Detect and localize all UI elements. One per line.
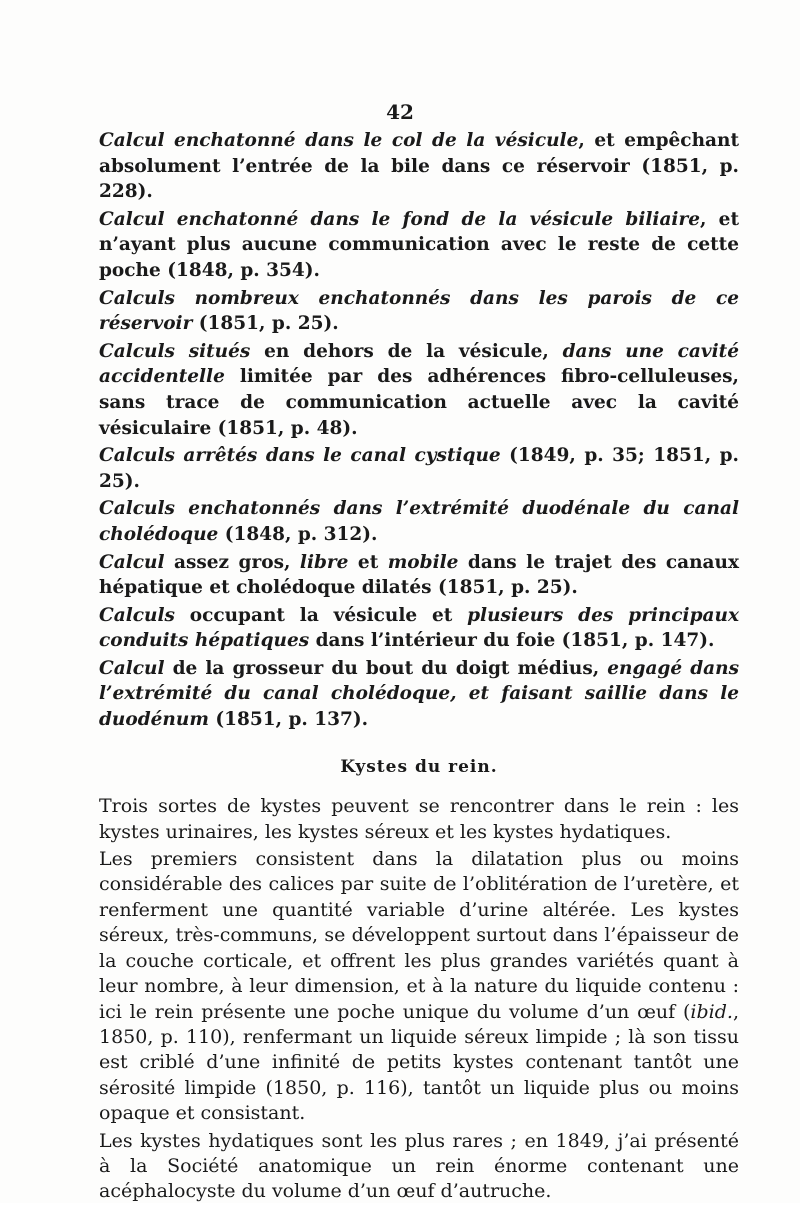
list-item <box>99 603 739 654</box>
citation-ibid: ibid. <box>690 1000 733 1023</box>
entry-text: occupant la vésicule et <box>174 604 468 626</box>
entry-title: Calculs enchatonnés dans l’extrémité duodénale du canal cholédoque <box>99 498 739 545</box>
list-item <box>99 128 739 205</box>
entry-title: Calculs nombreux enchatonnés dans les parois de ce réservoir <box>99 287 739 335</box>
paragraph: Trois sortes de kystes peuvent se rencontrer dans le rein : les kystes urinaires, les kystes séreux et les kystes hydatiques. <box>99 795 739 843</box>
entry-text: de la grosseur du bout du doigt médius, <box>164 657 608 679</box>
paragraph: Les kystes hydatiques sont les plus rares ; en 1849, j’ai présenté à la Société anatomique un rein énorme contenant une acéphalocyste du volume d’un œuf d’autruche. <box>99 1129 739 1203</box>
entry-text: (1848, p. 312). <box>218 523 378 545</box>
entry-italic: libre <box>299 551 349 573</box>
entry-italic: mobile <box>387 551 459 573</box>
entry-text: assez gros, <box>164 551 300 573</box>
entry-text: limitée par des adhérences fibro-celluleuses, sans trace de communication actuelle avec la cavité vésiculaire (1851, p. 48). <box>99 366 739 439</box>
entry-text: (1849, p. 35; 1851, p. 25). <box>99 445 739 492</box>
paragraph <box>99 847 739 1126</box>
list-item <box>99 656 739 733</box>
list-item <box>99 443 739 494</box>
entry-title: Calcul <box>99 657 165 679</box>
body-text <box>99 128 739 1207</box>
entry-title: Calcul enchatonné dans le fond de la vésicule biliaire <box>99 208 700 230</box>
paragraph-text: , 1850, p. 110), renfermant un liquide séreux limpide ; là son tissu est criblé d’une infinité de petits kystes contenant tantôt une sérosité limpide (1850, p. 116), tantôt un liquide plus ou moins opaque et consistant. <box>99 1000 739 1125</box>
entry-text: (1851, p. 25). <box>192 313 339 335</box>
list-item <box>99 339 739 441</box>
entry-title: Calculs situés <box>99 340 251 362</box>
entry-italic: engagé dans l’extrémité du canal cholédoque, et faisant saillie dans le duodénum <box>99 657 740 731</box>
list-item <box>99 286 739 337</box>
entry-text: dans l’intérieur du foie (1851, p. 147). <box>309 630 715 652</box>
entry-text: et <box>348 551 388 573</box>
section-title: Kystes du rein. <box>340 756 498 777</box>
entry-title: Calcul enchatonné dans le col de la vésicule <box>99 130 579 151</box>
list-item <box>99 550 739 601</box>
entry-text: , et n’ayant plus aucune communication avec le reste de cette poche (1848, p. 354). <box>99 208 739 281</box>
entry-text: en dehors de la vésicule, <box>250 340 563 362</box>
entry-italic: plusieurs des principaux conduits hépatiques <box>99 604 739 652</box>
entry-italic: dans une cavité accidentelle <box>99 340 739 388</box>
entry-title: Calculs <box>99 604 175 626</box>
entry-text: , et empêchant absolument l’entrée de la bile dans ce réservoir (1851, p. 228). <box>99 130 739 203</box>
page-number: 42 <box>386 100 414 124</box>
entry-title: Calculs arrêtés dans le canal cystique <box>99 445 501 467</box>
entry-text: dans le trajet des canaux hépatique et cholédoque dilatés (1851, p. 25). <box>99 551 740 599</box>
paragraph-text: Les premiers consistent dans la dilatation plus ou moins considérable des calices par suite de l’oblitération de l’uretère, et renferment une quantité variable d’urine altérée. Les kystes séreux, très-communs, se développent surtout dans l’épaisseur de la couche corticale, et offrent les plus grandes variétés quant à leur nombre, à leur dimension, et à la nature du liquide contenu : ici le rein présente une poche unique du volume d’un œuf ( <box>99 848 739 1023</box>
entry-text: (1851, p. 137). <box>208 709 369 731</box>
list-item <box>99 207 739 284</box>
list-item <box>99 496 739 547</box>
entry-title: Calcul <box>99 551 165 573</box>
